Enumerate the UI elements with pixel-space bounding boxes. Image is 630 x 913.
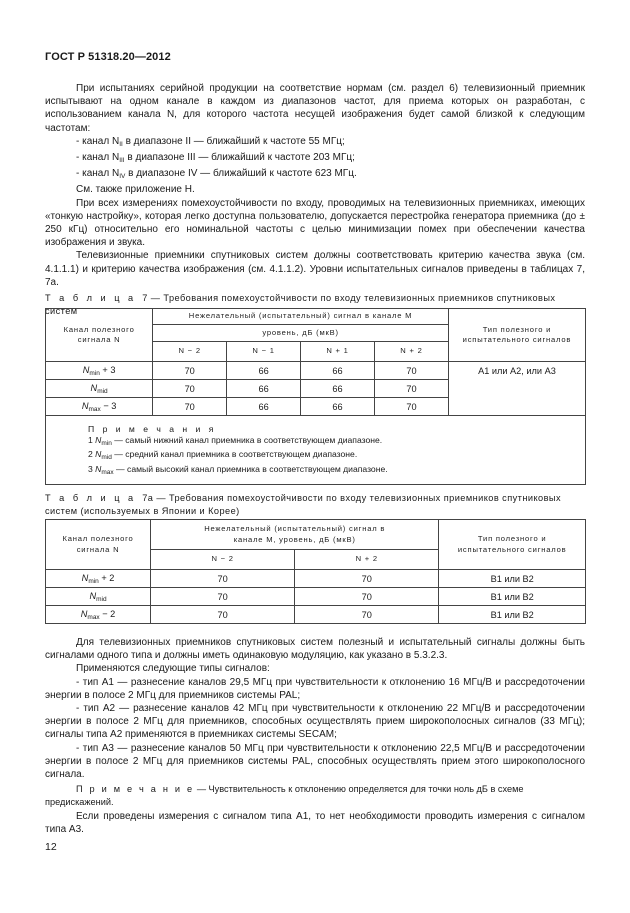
table7a-caption: Т а б л и ц а 7а — Требования помехоустойчивости по входу телевизионных приемников спутниковых систем (используемых в Японии и Корее): [45, 493, 562, 516]
table7a-head-type: Тип полезного и испытательного сигналов: [439, 520, 586, 570]
table-cell: В1 или В2: [439, 588, 586, 606]
table7a-head-channel: Канал полезного сигнала N: [46, 520, 151, 570]
table7-col-n-plus-2: N + 2: [374, 342, 448, 362]
row-channel: $N_{max} - 2$: [46, 606, 151, 624]
row-channel: $N_{min} + 3$: [46, 362, 153, 380]
table-cell: 70: [295, 588, 439, 606]
table-cell: 70: [151, 588, 295, 606]
band-item-3: - канал $N_{III}$ в диапазоне III — ближайший к частоте 203 МГц;: [76, 152, 355, 165]
table7a-head-unwanted: Нежелательный (испытательный) сигнал в канале М, уровень, дБ (мкВ): [151, 520, 439, 550]
table7a-col-n-plus-2: N + 2: [295, 550, 439, 570]
table-cell: В1 или В2: [439, 606, 586, 624]
signal-type-a1: - тип А1 — разнесение каналов 29,5 МГц при чувствительности к отклонению 16 МГц/В и рассредоточении энергии в полосе 2 МГц для приемников системы PAL;: [45, 676, 585, 701]
outro-paragraph-2: Применяются следующие типы сигналов:: [76, 663, 270, 675]
table-cell: 70: [374, 362, 448, 380]
row-channel: $N_{mid}$: [46, 380, 153, 398]
note-item: 2 $N_{mid}$ — средний канал приемника в соответствующем диапазоне.: [88, 449, 358, 462]
table-cell: 70: [153, 380, 227, 398]
intro-paragraph-1: При испытаниях серийной продукции на соответствие нормам (см. раздел 6) телевизионный приемник испытывают на одном канале в каждом из диапазонов частот, для приема которых он разработан, с использованием канала N, для которого частота несущей изображения будет самой близкой к следующим частотам:: [45, 83, 585, 134]
table7-col-n-minus-1: N − 1: [227, 342, 301, 362]
notes-title: П р и м е ч а н и я: [88, 424, 217, 434]
table-cell: 70: [151, 606, 295, 624]
intro-section: [45, 82, 585, 289]
table-row: [46, 362, 586, 380]
table-cell: 66: [301, 380, 375, 398]
table7-head-level: уровень, дБ (мкВ): [153, 325, 449, 342]
deviation-note: П р и м е ч а н и е — Чувствительность к отклонению определяется для точки ноль дБ в схеме предискажений.: [45, 784, 524, 808]
table-cell: 70: [374, 380, 448, 398]
table7-col-n-plus-1: N + 1: [301, 342, 375, 362]
note-item: 3 $N_{max}$ — самый высокий канал приемника в соответствующем диапазоне.: [88, 463, 388, 476]
table-cell: 66: [227, 398, 301, 416]
table-cell: 70: [374, 398, 448, 416]
standard-header: ГОСТ Р 51318.20—2012: [45, 51, 171, 63]
table7-notes: [46, 416, 586, 485]
table-row: [46, 588, 586, 606]
outro-paragraph-1: Для телевизионных приемников спутниковых систем полезный и испытательный сигналы должны быть сигналами одного типа и должны иметь одинаковую модуляцию, как указано в 5.3.2.3.: [45, 637, 585, 662]
table7-head-unwanted: Нежелательный (испытательный) сигнал в канале M: [153, 309, 449, 325]
table-cell: 66: [301, 398, 375, 416]
table-cell: 66: [227, 362, 301, 380]
signal-type-a2: - тип А2 — разнесение каналов 42 МГц при чувствительности к отклонению 22 МГц/В и рассредоточении энергии в полосе 2 МГц для приемников, способных осуществлять прием широкополосных сигналов (33 МГц); сигналы типа А2 применяются в приемниках системы SECAM;: [45, 703, 585, 741]
band-item-2: - канал $N_{II}$ в диапазоне II — ближайший к частоте 55 МГц;: [76, 135, 345, 148]
table-cell: 70: [151, 570, 295, 588]
table-cell: 66: [301, 362, 375, 380]
final-paragraph: Если проведены измерения с сигналом типа А1, то нет необходимости проводить измерения с сигналом типа А3.: [45, 810, 585, 835]
row-channel: $N_{mid}$: [46, 588, 151, 606]
table-row: [46, 606, 586, 624]
table-cell: 70: [153, 398, 227, 416]
page-number: 12: [45, 841, 57, 853]
outro-section: [45, 636, 585, 836]
table-cell: 70: [295, 570, 439, 588]
table-row: [46, 570, 586, 588]
table7-head-channel: Канал полезного сигнала N: [46, 309, 153, 362]
intro-paragraph-3: Телевизионные приемники спутниковых систем должны соответствовать критерию качества звука (см. 4.1.1.1) и критерию качества изображения (см. 4.1.1.2). Уровни испытательных сигналов приведены в таблицах 7, 7а.: [45, 250, 585, 288]
table-cell: 66: [227, 380, 301, 398]
band-item-4: - канал $N_{IV}$ в диапазоне IV — ближайший к частоте 623 МГц.: [76, 168, 357, 181]
row-channel: $N_{max} - 3$: [46, 398, 153, 416]
table7-caption: Т а б л и ц а 7 — Требования помехоустойчивости по входу телевизионных приемников спутниковых систем: [45, 293, 556, 316]
see-also: См. также приложение Н.: [76, 184, 195, 196]
row-channel: $N_{min} + 2$: [46, 570, 151, 588]
table7-signal-type: А1 или А2, или А3: [448, 362, 585, 416]
intro-paragraph-2: При всех измерениях помехоустойчивости по входу, проводимых на телевизионных приемниках, имеющих «тонкую настройку», которая легко доступна пользователю, допускается перестройка генератора приемника (до ± 250 кГц) относительно его номинальной частоты с целью минимизации помех при обеспечении качества изображения и звука.: [45, 197, 585, 249]
table-7: [45, 308, 586, 485]
table7-head-type: Тип полезного и испытательного сигналов: [448, 309, 585, 362]
table-cell: В1 или В2: [439, 570, 586, 588]
table-cell: 70: [153, 362, 227, 380]
table7-col-n-minus-2: N − 2: [153, 342, 227, 362]
note-item: 1 $N_{min}$ — самый нижний канал приемника в соответствующем диапазоне.: [88, 435, 383, 448]
signal-type-a3: - тип А3 — разнесение каналов 50 МГц при чувствительности к отклонению 22,5 МГц/В и рассредоточении энергии в полосе 2 МГц для приемников системы PAL, способных осуществлять прием этого широкополосного сигнала.: [45, 742, 585, 781]
table-7a: [45, 519, 586, 624]
table-cell: 70: [295, 606, 439, 624]
table7a-col-n-minus-2: N − 2: [151, 550, 295, 570]
